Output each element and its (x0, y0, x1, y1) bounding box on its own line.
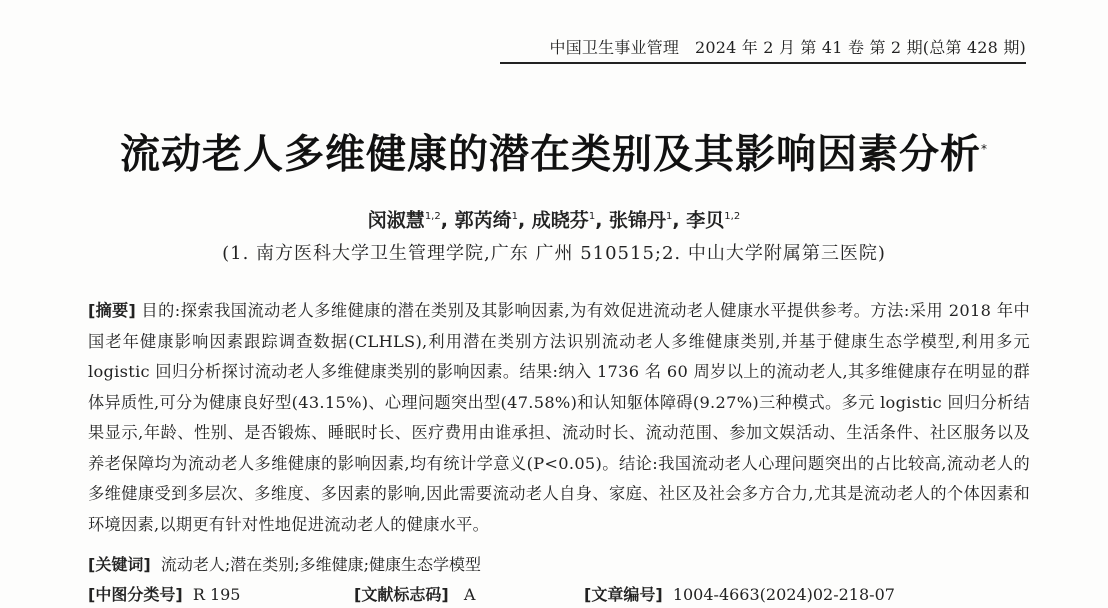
affiliation: (1. 南方医科大学卫生管理学院,广东 广州 510515;2. 中山大学附属第三医院) (222, 243, 886, 264)
doc-code-label: [文献标志码] (354, 585, 449, 604)
journal-name: 中国卫生事业管理 (549, 38, 680, 57)
journal-issue: 2024 年 2 月 第 41 卷 第 2 期(总第 428 期) (694, 38, 1026, 57)
keywords-text: 流动老人;潜在类别;多维健康;健康生态学模型 (160, 555, 481, 574)
author-affiliation-mark: 1,2 (724, 211, 741, 222)
abstract-text: 目的:探索我国流动老人多维健康的潜在类别及其影响因素,为有效促进流动老人健康水平提供参考。方法:采用 2018 年中国老年健康影响因素跟踪调查数据(CLHLS),利用潜在类别方法识别流动老人多维健康类别,并基于健康生态学模型,利用多元 logistic 回归分析探讨流动老人多维健康类别的影响因素。结果:纳入 1736 名 60 周岁以上的流动老人,其多维健康存在明显的群体异质性,可分为健康良好型(43.15%)、心理问题突出型(47.58%)和认知躯体障碍(9.27%)三种模式。多元 logistic 回归分析结果显示,年龄、性别、是否锻炼、睡眠时长、医疗费用由谁承担、流动时长、流动范围、参加文娱活动、生活条件、社区服务以及养老保障均为流动老人多维健康的影响因素,均有统计学意义(P<0.05)。结论:我国流动老人心理问题突出的占比较高,流动老人的多维健康受到多层次、多维度、多因素的影响,因此需要流动老人自身、家庭、社区及社会多方合力,尤其是流动老人的个体因素和环境因素,以期更有针对性地促进流动老人的健康水平。 (88, 301, 1031, 534)
article-number-field (584, 583, 895, 607)
author: 成晓芬 (531, 209, 589, 232)
article-number-label: [文章编号] (584, 585, 663, 604)
keywords (88, 553, 1030, 577)
author-affiliation-mark: 1 (511, 211, 518, 222)
article-title-block (0, 122, 1108, 181)
journal-header (500, 34, 1026, 64)
article-title: 流动老人多维健康的潜在类别及其影响因素分析 (120, 131, 981, 178)
clc-value: R 195 (192, 585, 241, 604)
doc-code-field (354, 583, 475, 607)
author: 闵淑慧 (367, 209, 425, 232)
title-footnote-mark: * (981, 142, 988, 156)
abstract-label: [摘要] (88, 301, 136, 320)
author: 郭芮绮 (454, 209, 512, 232)
author-affiliation-mark: 1 (666, 211, 673, 222)
clc-field (88, 583, 240, 607)
keywords-label: [关键词] (88, 555, 151, 574)
classification-row (88, 583, 1030, 607)
doc-code-value: A (463, 585, 476, 604)
author-affiliation-mark: 1,2 (424, 211, 441, 222)
clc-label: [中图分类号] (88, 585, 183, 604)
author: 李贝 (686, 209, 725, 232)
article-number-value: 1004-4663(2024)02-218-07 (672, 585, 895, 604)
abstract (88, 296, 1030, 540)
author: 张锦丹 (609, 209, 667, 232)
author-list: 闵淑慧$^{1,2}$, 郭芮绮$^1$, 成晓芬$^1$, 张锦丹$^1$, 李贝$^{1,2}$ (367, 209, 741, 232)
author-affiliation-mark: 1 (588, 211, 596, 222)
